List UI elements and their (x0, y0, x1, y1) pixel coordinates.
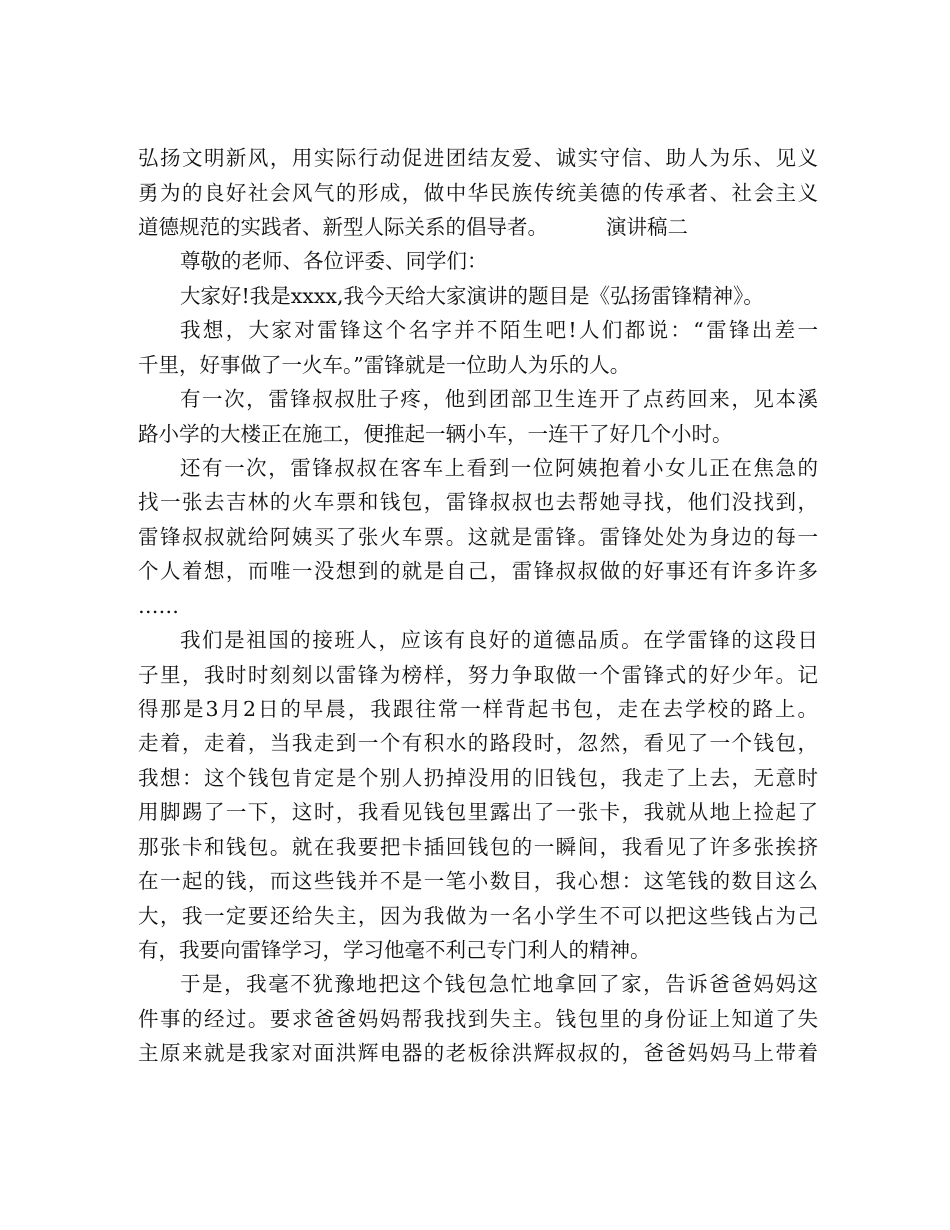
paragraph-4-line-2: 子里，我时时刻刻以雷锋为榜样，努力争取做一个雷锋式的好少年。记 (138, 663, 818, 687)
paragraph-4-line-1: 我们是祖国的接班人，应该有良好的道德品质。在学雷锋的这段日 (180, 628, 818, 652)
greeting-line: 大家好!我是xxxx,我今天给大家演讲的题目是《弘扬雷锋精神》。 (180, 284, 764, 308)
paragraph-4-line-8: 在一起的钱，而这些钱并不是一笔小数目，我心想：这笔钱的数目这么 (138, 869, 818, 893)
paragraph-2-line-1: 有一次，雷锋叔叔肚子疼，他到团部卫生连开了点药回来，见本溪 (180, 387, 818, 411)
paragraph-5-line-1: 于是，我毫不犹豫地把这个钱包急忙地拿回了家，告诉爸爸妈妈这 (180, 972, 818, 996)
paragraph-5-line-3: 主原来就是我家对面洪辉电器的老板徐洪辉叔叔的，爸爸妈妈马上带着 (138, 1041, 818, 1065)
paragraph-4-line-4: 走着，走着，当我走到一个有积水的路段时，忽然，看见了一个钱包， (138, 731, 818, 755)
paragraph-3-line-2: 找一张去吉林的火车票和钱包，雷锋叔叔也去帮她寻找，他们没找到， (138, 490, 818, 514)
paragraph-4-line-3: 得那是3月2日的早晨，我跟往常一样背起书包，走在去学校的路上。 (138, 697, 818, 721)
paragraph-3-line-5: …… (138, 594, 179, 618)
text-line-3-body: 道德规范的实践者、新型人际关系的倡导者。 (138, 215, 548, 239)
paragraph-2-line-2: 路小学的大楼正在施工，便推起一辆小车，一连干了好几个小时。 (138, 422, 733, 446)
paragraph-4-line-9: 大，我一定要还给失主，因为我做为一名小学生不可以把这些钱占为己 (138, 904, 818, 928)
paragraph-5-line-2: 件事的经过。要求爸爸妈妈帮我找到失主。钱包里的身份证上知道了失 (138, 1007, 818, 1031)
text-line-3 (138, 210, 818, 244)
paragraph-4-line-7: 那张卡和钱包。就在我要把卡插回钱包的一瞬间，我看见了许多张挨挤 (138, 835, 818, 859)
salutation-line: 尊敬的老师、各位评委、同学们： (180, 249, 488, 273)
text-line-2: 勇为的良好社会风气的形成，做中华民族传统美德的传承者、社会主义 (138, 181, 818, 205)
paragraph-4-line-6: 用脚踢了一下，这时，我看见钱包里露出了一张卡，我就从地上捡起了 (138, 800, 818, 824)
paragraph-3-line-3: 雷锋叔叔就给阿姨买了张火车票。这就是雷锋。雷锋处处为身边的每一 (138, 525, 818, 549)
paragraph-1-line-2: 千里，好事做了一火车。”雷锋就是一位助人为乐的人。 (138, 353, 631, 377)
section-heading: 演讲稿二 (606, 215, 688, 239)
paragraph-3-line-4: 个人着想，而唯一没想到的就是自己，雷锋叔叔做的好事还有许多许多 (138, 559, 818, 583)
text-line-1: 弘扬文明新风，用实际行动促进团结友爱、诚实守信、助人为乐、见义 (138, 146, 818, 170)
paragraph-3-line-1: 还有一次，雷锋叔叔在客车上看到一位阿姨抱着小女儿正在焦急的 (180, 456, 818, 480)
paragraph-1-line-1: 我想，大家对雷锋这个名字并不陌生吧!人们都说：“雷锋出差一 (180, 318, 818, 342)
paragraph-4-line-10: 有，我要向雷锋学习，学习他毫不利己专门利人的精神。 (138, 938, 651, 962)
paragraph-4-line-5: 我想：这个钱包肯定是个别人扔掉没用的旧钱包，我走了上去，无意时 (138, 766, 818, 790)
